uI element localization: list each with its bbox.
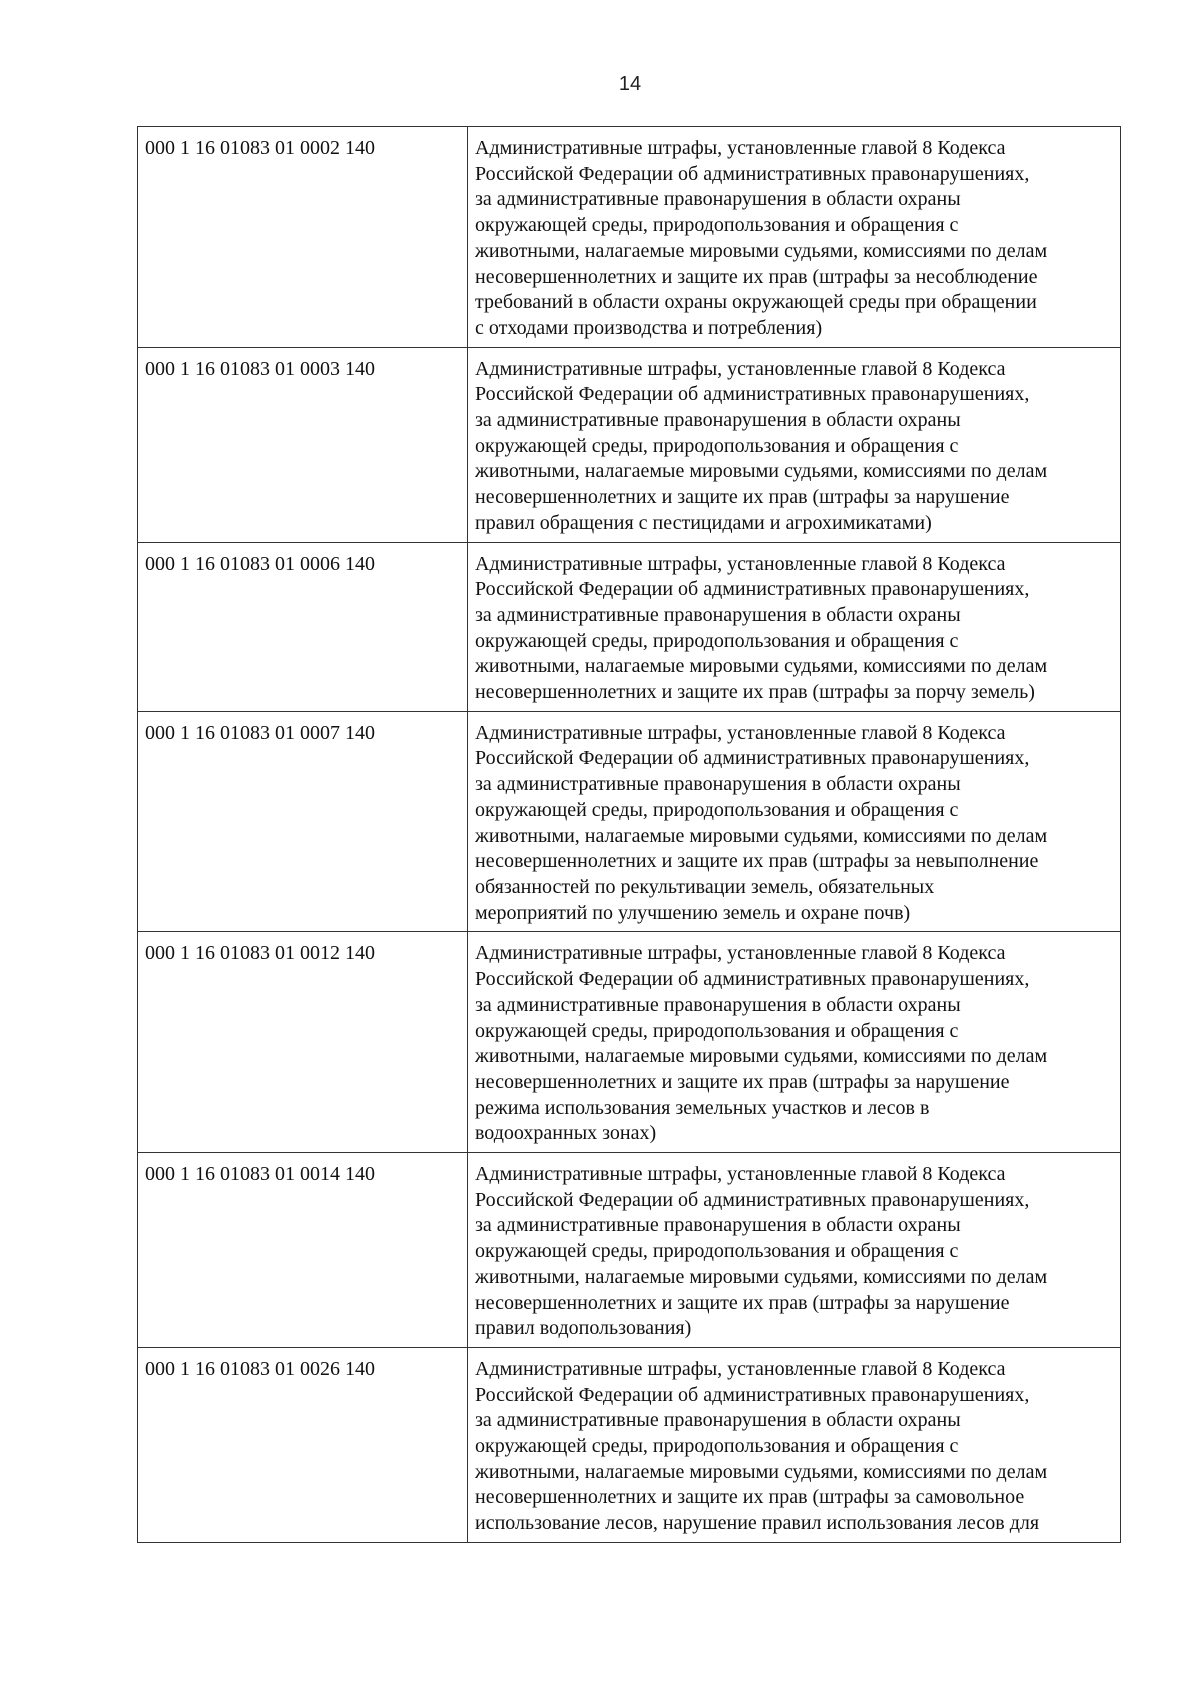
description-line: животными, налагаемые мировыми судьями, комиссиями по делам <box>475 655 1048 678</box>
description-line: окружающей среды, природопользования и обращения с <box>475 1435 959 1458</box>
description-line: Административные штрафы, установленные главой 8 Кодекса <box>475 942 1006 965</box>
table-row <box>138 542 1121 711</box>
budget-code-cell: 000 1 16 01083 01 0003 140 <box>138 347 468 542</box>
description-line: Российской Федерации об административных правонарушениях, <box>475 968 1030 991</box>
budget-code-cell: 000 1 16 01083 01 0012 140 <box>138 932 468 1153</box>
description-line: Российской Федерации об административных правонарушениях, <box>475 162 1030 185</box>
description-cell <box>468 1153 1121 1348</box>
description-cell <box>468 127 1121 348</box>
description-line: за административные правонарушения в области охраны <box>475 409 961 432</box>
description-line: несовершеннолетних и защите их прав (штрафы за нарушение <box>475 1291 1010 1314</box>
description-line: окружающей среды, природопользования и обращения с <box>475 798 959 821</box>
description-line: Административные штрафы, установленные главой 8 Кодекса <box>475 137 1006 159</box>
budget-code-cell: 000 1 16 01083 01 0026 140 <box>138 1347 468 1542</box>
description-cell <box>468 347 1121 542</box>
description-line: животными, налагаемые мировыми судьями, комиссиями по делам <box>475 239 1048 262</box>
description-line: Административные штрафы, установленные главой 8 Кодекса <box>475 721 1006 744</box>
description-line: правил обращения с пестицидами и агрохимикатами) <box>475 511 932 534</box>
description-line: несовершеннолетних и защите их прав (штрафы за нарушение <box>475 1070 1010 1093</box>
description-line: водоохранных зонах) <box>475 1122 657 1145</box>
table-row <box>138 711 1121 932</box>
description-line: Российской Федерации об административных правонарушениях, <box>475 578 1030 601</box>
description-line: окружающей среды, природопользования и обращения с <box>475 434 959 457</box>
description-line: за административные правонарушения в области охраны <box>475 188 961 211</box>
description-cell <box>468 711 1121 932</box>
description-line: за административные правонарушения в области охраны <box>475 773 961 796</box>
description-line: животными, налагаемые мировыми судьями, комиссиями по делам <box>475 1045 1048 1068</box>
description-line: Российской Федерации об административных правонарушениях, <box>475 747 1030 770</box>
description-line: окружающей среды, природопользования и обращения с <box>475 214 959 237</box>
budget-code-cell: 000 1 16 01083 01 0006 140 <box>138 542 468 711</box>
table-row <box>138 932 1121 1153</box>
description-line: с отходами производства и потребления) <box>475 316 823 339</box>
description-line: животными, налагаемые мировыми судьями, комиссиями по делам <box>475 460 1048 483</box>
description-line: окружающей среды, природопользования и обращения с <box>475 1240 959 1263</box>
description-line: несовершеннолетних и защите их прав (штрафы за невыполнение <box>475 850 1039 873</box>
description-line: за административные правонарушения в области охраны <box>475 1214 961 1237</box>
description-line: требований в области охраны окружающей среды при обращении <box>475 291 1037 314</box>
description-line: несовершеннолетних и защите их прав (штрафы за порчу земель) <box>475 681 1035 704</box>
description-line: несовершеннолетних и защите их прав (штрафы за самовольное <box>475 1486 1025 1509</box>
table-row <box>138 1347 1121 1542</box>
description-cell <box>468 1347 1121 1542</box>
description-line: за административные правонарушения в области охраны <box>475 1409 961 1432</box>
description-line: несовершеннолетних и защите их прав (штрафы за несоблюдение <box>475 265 1038 288</box>
budget-code-cell: 000 1 16 01083 01 0007 140 <box>138 711 468 932</box>
description-cell <box>468 542 1121 711</box>
description-line: Административные штрафы, установленные главой 8 Кодекса <box>475 1163 1006 1186</box>
description-line: Административные штрафы, установленные главой 8 Кодекса <box>475 552 1006 575</box>
description-line: обязанностей по рекультивации земель, обязательных <box>475 875 935 898</box>
budget-code-cell: 000 1 16 01083 01 0014 140 <box>138 1153 468 1348</box>
description-line: Российской Федерации об административных правонарушениях, <box>475 383 1030 406</box>
table-row <box>138 127 1121 348</box>
description-line: окружающей среды, природопользования и обращения с <box>475 629 959 652</box>
table-body <box>138 127 1121 1543</box>
table-row <box>138 347 1121 542</box>
description-line: Российской Федерации об административных правонарушениях, <box>475 1383 1030 1406</box>
description-line: несовершеннолетних и защите их прав (штрафы за нарушение <box>475 486 1010 509</box>
description-line: животными, налагаемые мировыми судьями, комиссиями по делам <box>475 1265 1048 1288</box>
table-row <box>138 1153 1121 1348</box>
description-line: правил водопользования) <box>475 1317 692 1340</box>
budget-codes-table <box>137 126 1121 1543</box>
description-line: мероприятий по улучшению земель и охране почв) <box>475 901 911 924</box>
description-line: окружающей среды, природопользования и обращения с <box>475 1019 959 1042</box>
description-line: Административные штрафы, установленные главой 8 Кодекса <box>475 357 1006 380</box>
description-line: за административные правонарушения в области охраны <box>475 603 961 626</box>
description-line: животными, налагаемые мировыми судьями, комиссиями по делам <box>475 1460 1048 1483</box>
description-cell <box>468 932 1121 1153</box>
description-line: за административные правонарушения в области охраны <box>475 993 961 1016</box>
description-line: режима использования земельных участков и лесов в <box>475 1096 930 1119</box>
description-line: использование лесов, нарушение правил использования лесов для <box>475 1512 1040 1535</box>
budget-code-cell: 000 1 16 01083 01 0002 140 <box>138 127 468 348</box>
page-number: 14 <box>618 73 642 95</box>
description-line: животными, налагаемые мировыми судьями, комиссиями по делам <box>475 824 1048 847</box>
description-line: Российской Федерации об административных правонарушениях, <box>475 1188 1030 1211</box>
description-line: Административные штрафы, установленные главой 8 Кодекса <box>475 1357 1006 1380</box>
